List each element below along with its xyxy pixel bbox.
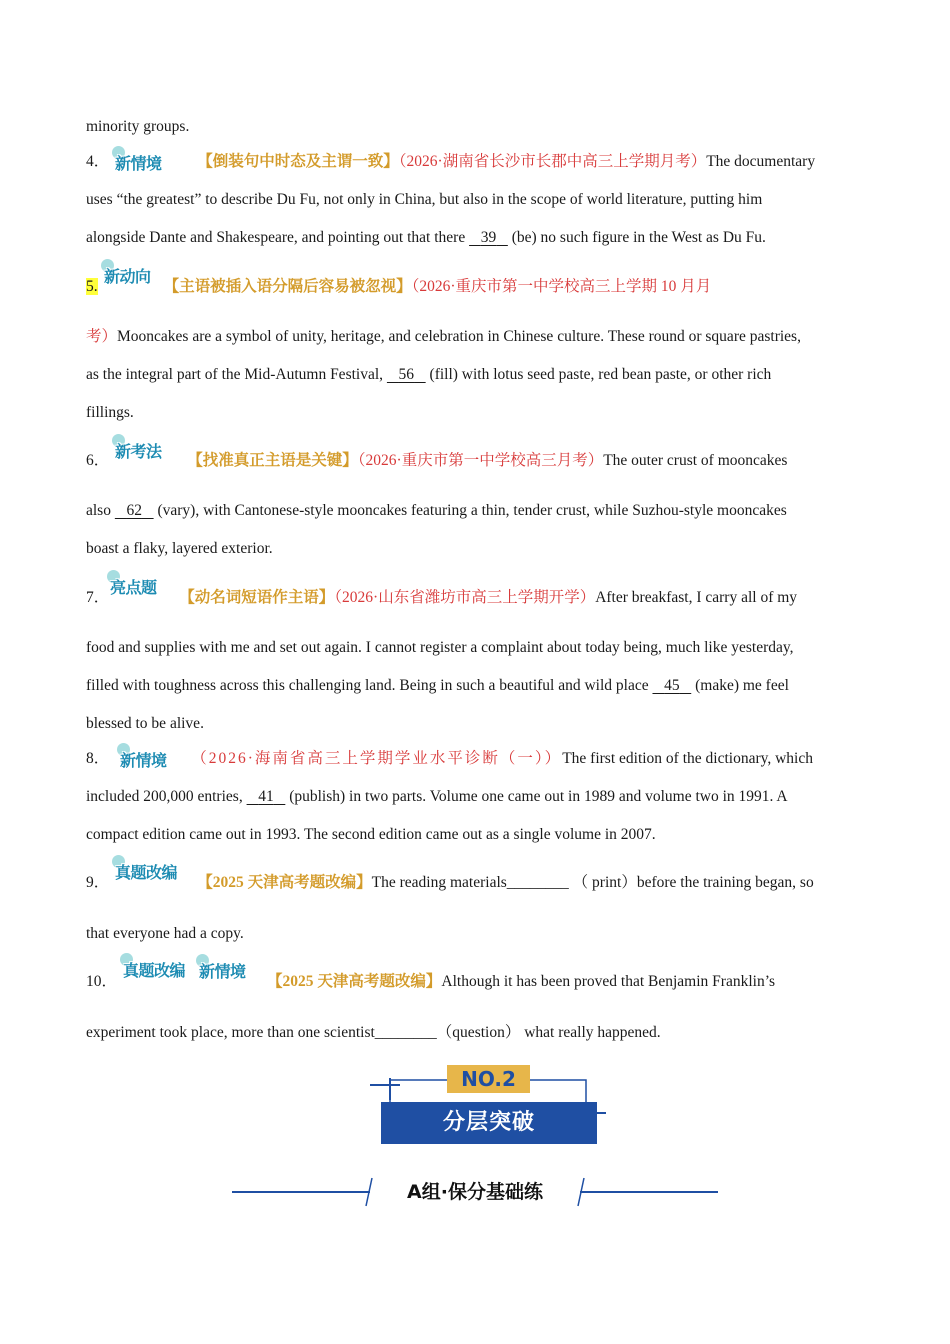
source-label: （2026·海南省高三上学期学业水平诊断（一）） — [191, 750, 563, 767]
new-context-tag: 新情境 — [199, 959, 246, 982]
section-title: 分层突破 — [381, 1102, 597, 1144]
question-text: experiment took place, more than one scientist________（question） what really happened. — [86, 1024, 661, 1041]
source-label: （2026·重庆市第一中学校高三上学期 10 月月 — [411, 278, 712, 295]
source-label: （2026·山东省潍坊市高三上学期开学） — [334, 589, 596, 606]
question-number: 5. — [86, 278, 98, 295]
question-number: 8． — [86, 750, 110, 767]
question-number: 9． — [86, 874, 110, 891]
question-text: compact edition came out in 1993. The second edition came out as a single volume in 2007. — [86, 826, 656, 843]
question-text: (vary), with Cantonese-style mooncakes featuring a thin, tender crust, while Suzhou-style mooncakes — [157, 502, 787, 519]
question-text: also — [86, 502, 111, 519]
new-context-tag: 新情境 — [120, 748, 167, 771]
question-text: Mooncakes are a symbol of unity, heritage, and celebration in Chinese culture. These round or square pastries, — [117, 328, 801, 345]
question-text: Although it has been proved that Benjamin Franklin’s — [441, 973, 776, 990]
topic-label: 【动名词短语作主语】 — [179, 589, 335, 606]
topic-label: 【主语被插入语分隔后容易被忽视】 — [163, 278, 412, 295]
question-text: as the integral part of the Mid-Autumn Festival, — [86, 366, 384, 383]
new-method-tag: 新考法 — [115, 439, 162, 462]
question-text: After breakfast, I carry all of my — [595, 589, 798, 606]
source-label: （2026·湖南省长沙市长郡中高三上学期月考） — [398, 153, 707, 170]
question-text: that everyone had a copy. — [86, 925, 244, 942]
topic-label: 【倒装句中时态及主谓一致】 — [197, 153, 399, 170]
answer-blank[interactable]: 45 — [664, 677, 680, 694]
question-text: The first edition of the dictionary, which — [562, 750, 813, 767]
question-text: (publish) in two parts. Volume one came out in 1989 and volume two in 1991. A — [289, 788, 788, 805]
question-text: fillings. — [86, 404, 134, 421]
question-text: (make) me feel — [695, 677, 789, 694]
question-text: blessed to be alive. — [86, 715, 204, 732]
answer-blank[interactable]: 41 — [258, 788, 274, 805]
question-number: 4． — [86, 153, 110, 170]
question-text: The documentary — [706, 153, 816, 170]
exam-adapted-tag: 真题改编 — [123, 958, 185, 981]
source-label: （2026·重庆市第一中学校高三月考） — [357, 452, 604, 469]
question-text: boast a flaky, layered exterior. — [86, 540, 273, 557]
topic-label: 【2025 天津高考题改编】 — [197, 874, 372, 891]
answer-blank[interactable]: 56 — [398, 366, 415, 383]
section-number-badge: NO.2 — [447, 1065, 530, 1093]
answer-blank[interactable]: 39 — [480, 229, 497, 246]
exam-adapted-tag: 真题改编 — [115, 860, 177, 883]
question-text: The reading materials________ （ print）before the training began, so — [371, 874, 814, 891]
question-number: 7． — [86, 589, 110, 606]
question-number: 10． — [86, 973, 118, 990]
question-text: (fill) with lotus seed paste, red bean paste, or other rich — [429, 366, 772, 383]
question-text: uses “the greatest” to describe Du Fu, not only in China, but also in the scope of world literature, putting him — [86, 191, 763, 208]
question-text: filled with toughness across this challenging land. Being in such a beautiful and wild place — [86, 677, 649, 694]
topic-label: 【找准真正主语是关键】 — [187, 452, 358, 469]
question-text: (be) no such figure in the West as Du Fu. — [511, 229, 766, 246]
q3-tail-text: minority groups. — [86, 118, 190, 135]
question-text: included 200,000 entries, — [86, 788, 243, 805]
question-text: alongside Dante and Shakespeare, and pointing out that there — [86, 229, 466, 246]
highlight-tag: 亮点题 — [110, 575, 157, 598]
group-title: A组·保分基础练 — [407, 1181, 543, 1203]
question-number: 6． — [86, 452, 110, 469]
answer-blank[interactable]: 62 — [126, 502, 142, 519]
new-trend-tag: 新动向 — [104, 264, 151, 287]
question-text: The outer crust of mooncakes — [603, 452, 788, 469]
question-text: food and supplies with me and set out again. I cannot register a complaint about today being, much like yesterday, — [86, 639, 794, 656]
topic-label: 【2025 天津高考题改编】 — [267, 973, 442, 990]
source-label: 考） — [86, 328, 118, 345]
new-context-tag: 新情境 — [115, 151, 162, 174]
